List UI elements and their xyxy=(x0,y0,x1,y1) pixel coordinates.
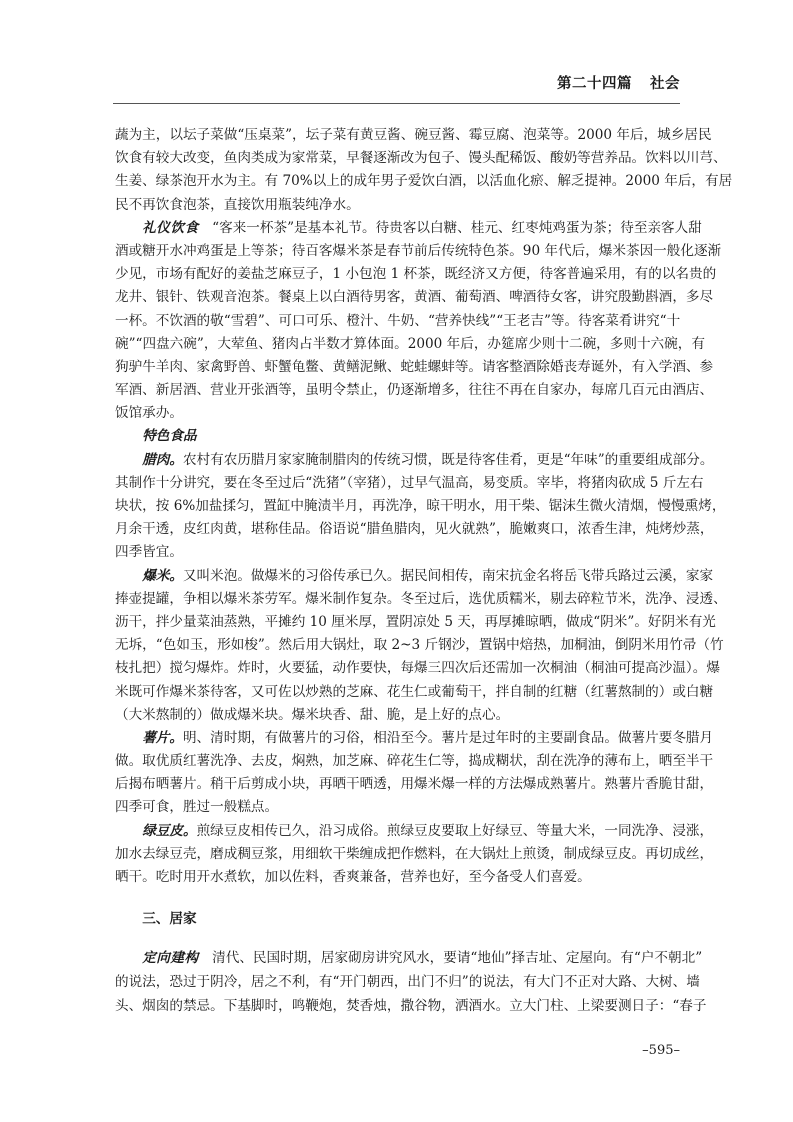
text-line: 的说法，恐过于阴冷，居之不利，有“开门朝西，出门不归”的说法，有大门不正对大路、大树、墙 xyxy=(115,974,700,990)
paragraph-lead: 定向建构 xyxy=(142,950,199,966)
text-line: 做。取优质红薯洗净、去皮，焖熟，加芝麻、碎花生仁等，捣成糊状，刮在洗净的薄布上，晒至半干 xyxy=(115,753,714,770)
text-run: 明、清时期，有做薯片的习俗，相沿至今。薯片是过年时的主要副食品。做薯片要冬腊月 xyxy=(182,729,714,746)
paragraph-lead: 爆米。 xyxy=(142,567,183,584)
text-line: 枝扎把）搅匀爆炸。炸时，火要猛，动作要快，每爆三四次后还需加一次桐油（桐油可提高沙温）。爆 xyxy=(115,660,720,677)
header-title: 社会 xyxy=(650,76,680,92)
paragraph-lead: 礼仪饮食 xyxy=(142,219,199,236)
paragraph-lead: 腊肉。 xyxy=(142,451,183,468)
text-line: 捧壶提罐，争相以爆米茶劳军。爆米制作复杂。冬至过后，选优质糯米，剔去碎粒节米，洗净、浸透、 xyxy=(115,590,727,607)
text-line: 四季可食，胜过一般糕点。 xyxy=(115,799,279,816)
text-line: 块状，按 6%加盐揉匀，置缸中腌渍半月，再洗净，晾干明水，用干柴、锯沫生微火清烟，慢慢熏烤， xyxy=(115,498,726,514)
paragraph-house-orientation xyxy=(115,946,707,1018)
paragraph-lead: 绿豆皮。 xyxy=(142,822,197,839)
text-line xyxy=(115,565,714,588)
header-rule xyxy=(113,103,680,104)
text-line: 饭馆承办。 xyxy=(115,405,183,422)
text-line: 四季皆宜。 xyxy=(115,544,183,561)
text-line: 狗驴牛羊肉、家禽野兽、虾蟹龟鳖、黄鳝泥鳅、蛇蛙螺蚌等。请客整酒除婚丧寿诞外，有入学酒、参 xyxy=(115,358,714,375)
text-line xyxy=(115,217,702,240)
text-line: 龙井、银针、铁观音泡茶。餐桌上以白酒待男客，黄酒、葡萄酒、啤酒待女客，讲究殷勤斟酒，多尽 xyxy=(115,289,714,306)
text-line: 其制作十分讲究，要在冬至过后“洗猪”（宰猪），过早气温高，易变质。宰毕，将猪肉砍成 5 斤左右 xyxy=(115,474,704,491)
body-text xyxy=(115,124,733,889)
text-line xyxy=(115,727,714,750)
text-line: （大米熬制的）做成爆米块。爆米块香、甜、脆，是上好的点心。 xyxy=(115,706,510,723)
text-line: 无坼，“色如玉，形如梭”。然后用大锅灶，取 2~3 斤钢沙，置锅中焙热，加桐油，倒阴米用竹帚（竹 xyxy=(115,637,724,654)
text-run: 又叫米泡。做爆米的习俗传承已久。据民间相传，南宋抗金名将岳飞带兵路过云溪，家家 xyxy=(182,567,714,584)
page-number: –595– xyxy=(642,1043,680,1058)
text-line: 月余干透，皮红肉黄，堪称佳品。俗语说“腊鱼腊肉，见火就熟”，脆嫩爽口，浓香生津，炖烤炒蒸， xyxy=(115,521,714,538)
paragraph-etiquette-diet xyxy=(115,217,722,426)
text-line: 一杯。不饮酒的敬“雪碧”、可口可乐、橙汁、牛奶、“营养快线”“王老吉”等。待客菜肴讲究“十 xyxy=(115,312,681,329)
text-line: 民不再饮食泡茶，直接饮用瓶装纯净水。 xyxy=(115,196,360,213)
text-line: 头、烟囱的禁忌。下基脚时，鸣鞭炮，焚香烛，撒谷物，洒酒水。立大门柱、上梁要测日子：“春子 xyxy=(115,998,707,1014)
text-line: 加水去绿豆壳，磨成稠豆浆，用细软干柴缠成把作燃料，在大锅灶上煎烫，制成绿豆皮。再切成丝， xyxy=(115,845,714,862)
paragraph-puffed-rice xyxy=(115,565,727,727)
text-line: 饮食有较大改变，鱼肉类成为家常菜，早餐逐渐改为包子、馒头配稀饭、酸奶等营养品。饮料以川芎、 xyxy=(115,150,727,167)
paragraph-cured-meat xyxy=(115,449,726,565)
paragraph-mung-bean-skin xyxy=(115,820,714,890)
text-run: 清代、民国时期，居家砌房讲究风水，要请“地仙”择吉址、定屋向。有“户不朝北” xyxy=(212,950,703,966)
text-run: 农村有农历腊月家家腌制腊肉的传统习惯，既是待客佳肴，更是“年味”的重要组成部分。 xyxy=(182,451,714,468)
body-text-home xyxy=(115,946,707,1018)
text-line: 酒或糖开水冲鸡蛋是上等茶；待百客爆米茶是春节前后传统特色茶。90 年代后，爆米茶因一般化逐渐 xyxy=(115,242,722,259)
text-line: 后揭布晒薯片。稍干后剪成小块，再晒干晒透，用爆米爆一样的方法爆成熟薯片。熟薯片香脆甘甜， xyxy=(115,776,714,793)
paragraph-diet-change xyxy=(115,124,733,217)
text-line: 少见，市场有配好的姜盐芝麻豆子，1 小包泡 1 杯茶，既经济又方便，待客普遍采用，有的以名贵的 xyxy=(115,266,717,283)
text-line: 米既可作爆米茶待客，又可佐以炒熟的芝麻、花生仁或葡萄干，拌自制的红糖（红薯熬制的）或白糖 xyxy=(115,683,714,700)
text-line xyxy=(115,820,714,843)
header-part: 第二十四篇 xyxy=(557,76,632,92)
text-line: 军酒、新居酒、营业开张酒等，虽明令禁止，仍逐渐增多，往往不再在自家办，每席几百元由酒店、 xyxy=(115,382,714,399)
text-line: 沥干，拌少量菜油蒸熟，平摊约 10 厘米厚，置阴凉处 5 天，再厚摊晾晒，做成“阴米”。好阴米有光 xyxy=(115,613,716,630)
text-run: 煎绿豆皮相传已久，沿习成俗。煎绿豆皮要取上好绿豆、等量大米，一同洗净、浸涨， xyxy=(196,822,714,839)
text-line: 碗”“四盘六碗”，大荤鱼、猪肉占半数才算体面。2000 年后，办筵席少则十二碗，多则十六碗，有 xyxy=(115,335,705,352)
text-line xyxy=(115,946,703,970)
text-line: 蔬为主，以坛子菜做“压桌菜”，坛子菜有黄豆酱、碗豆酱、霉豆腐、泡菜等。2000 年后，城乡居民 xyxy=(115,127,712,143)
section-heading-home: 三、居家 xyxy=(142,911,197,927)
paragraph-sweet-potato-chips xyxy=(115,727,714,820)
text-line: 晒干。吃时用开水煮软，加以佐料，香爽兼备，营养也好，至今备受人们喜爱。 xyxy=(115,869,591,885)
text-line: 生姜、绿茶泡开水为主。有 70%以上的成年男子爱饮白酒，以活血化瘀、解乏提神。2000 年后，有居 xyxy=(115,173,733,190)
paragraph-lead: 薯片。 xyxy=(142,729,183,746)
running-header xyxy=(557,72,680,93)
text-run: “客来一杯茶”是基本礼节。待贵客以白糖、桂元、红枣炖鸡蛋为茶；待至亲客人甜 xyxy=(212,219,702,236)
subheading-special-food: 特色食品 xyxy=(142,428,197,445)
text-line xyxy=(115,449,714,472)
